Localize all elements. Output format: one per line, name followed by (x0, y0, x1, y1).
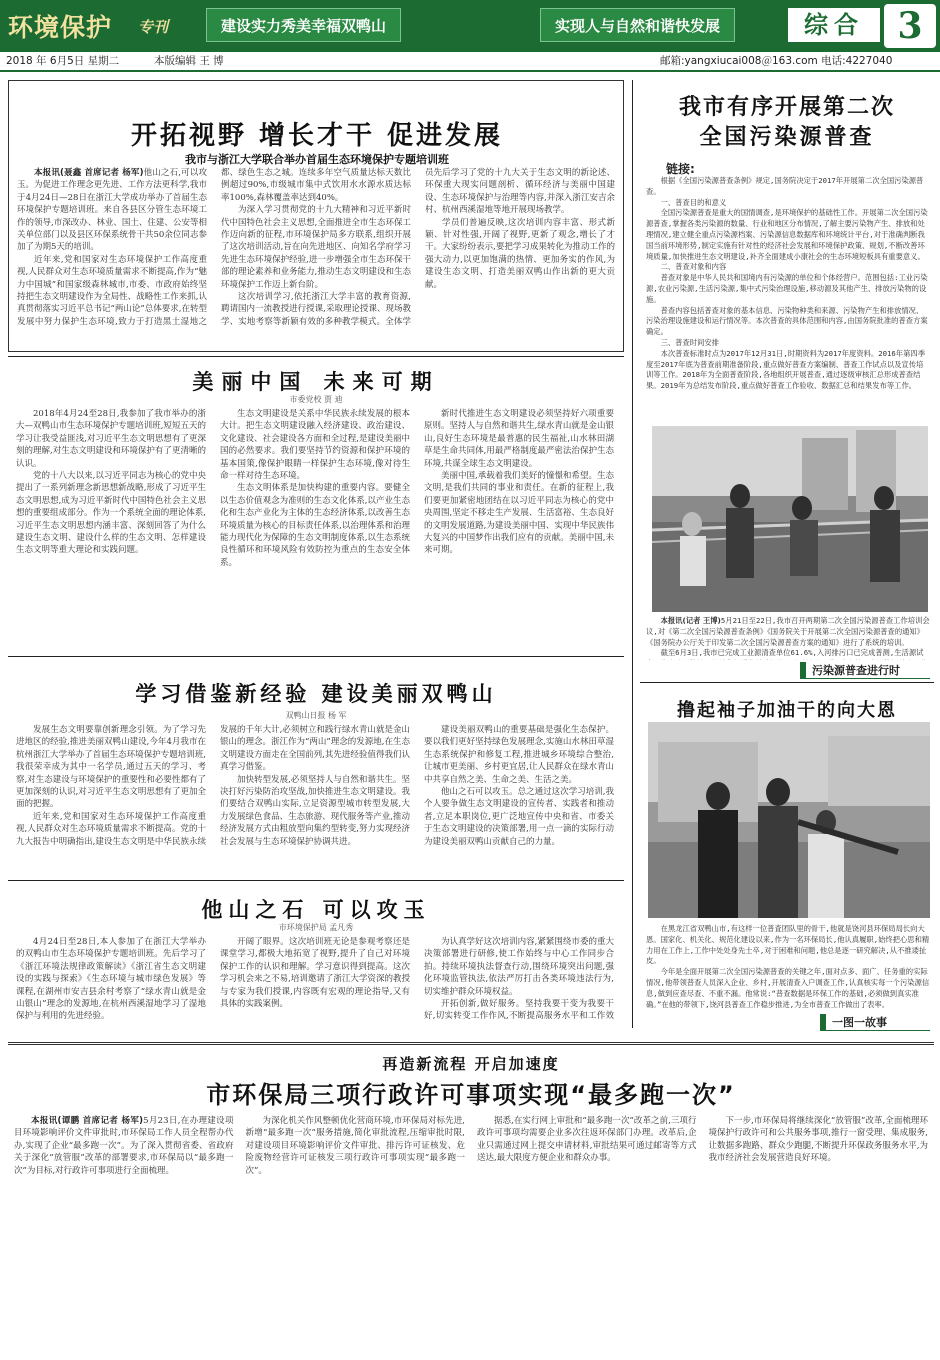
article-training-subtitle: 我市与浙江大学联合举办首届生态环境保护专题培训班 (185, 153, 449, 166)
divider (640, 682, 934, 683)
census-photo-image (652, 426, 928, 612)
article-stones (8, 880, 624, 1028)
article-beautiful-china-body: 2018年4月24至28日,我参加了我市举办的浙大—双鸭山市生态环境保护专题培训班,短短五天的学习让我受益匪浅,对习近平生态文明思想有了更深刻的理解,对生态文明建设和环境保护有了更清晰的认识。 党的十八大以来,以习近平同志为核心的党中央提出了一系列新理念新思想新战略,形成了习近平生态文明思想,成为习近平新时代中国特色社会主义思想的重要组成部分。作为一个系统全面的理论体系,习近平生态文明思想内涵丰富、深刻回答了为什么建设生态文明、建设什么样的生态文明、怎样建设生态文明等重大理论和实践问题。 生态文明建设是关系中华民族永续发展的根本大计。把生态文明建设融入经济建设、政治建设、文化建设、社会建设各方面和全过程,是建设美丽中国的必然要求。我们要坚持节约资源和保护环境的基本国策,像保护眼睛一样保护生态环境,像对待生命一样对待生态环境。 生态文明体系是加快构建的重要内容。要健全以生态价值观念为准则的生态文化体系,以产业生态化和生态产业化为主体的生态经济体系,以改善生态环境质量为核心的目标责任体系,以治理体系和治理能力现代化为保障的生态文明制度体系,以生态系统良性循环和环境风险有效防控为重点的生态安全体系。 新时代推进生态文明建设必须坚持好六项重要原则。坚持人与自然和谐共生,绿水青山就是金山银山,良好生态环境是最普惠的民生福祉,山水林田湖草是生命共同体,用最严格制度最严密法治保护生态环境,共谋全球生态文明建设。 美丽中国,承载着我们美好的憧憬和希望。生态文明,是我们共同的事业和责任。在新的征程上,我们要更加紧密地团结在以习近平同志为核心的党中央周围,坚定不移走生产发展、生活富裕、生态良好的文明发展道路,为建设美丽中国、实现中华民族伟大复兴的中国梦作出我们应有的贡献。美丽中国,未来可期。 (16, 409, 614, 568)
census-photo-tag: 污染源普查进行时 (800, 662, 930, 679)
article-training-body: 本报讯(聂鑫 首席记者 杨军)他山之石,可以攻玉。为促进工作理念更先进、工作方法更科学,我市于4月24日—28日在浙江大学成功举办了首届生态环境保护专题培训班。来自各县区分管生态环境工作的领导,市深改办、林业、国土、住建、公安等相关单位部门以及县区环保系统骨干共50余位同志参加了为期5天的培训。 近年来,党和国家对生态环境保护工作高度重视,人民群众对生态环境质量需求不断提高,作为“魅力中国城”和国家级森林城市,市委、市政府始终坚持把生态文明建设作为全局性、战略性工作来抓,认真贯彻落实习近平总书记“两山论”总体要求,在转型发展中努力保护生态环境,致力于打造黑土湿地之都、绿色生态之城。连续多年空气质量达标天数比例超过90%,市级城市集中式饮用水水源水质达标率100%,森林覆盖率达到40%。 为深入学习贯彻党的十九大精神和习近平新时代中国特色社会主义思想,全面推进全市生态环保工作迈向新的征程,市环境保护局多方联系,组织开展了这次培训活动,旨在向先进地区、向知名学府学习先进生态环境保护经验,进一步增强全市生态环保干部的理论素养和业务能力,推动生态文明建设和生态环境保护工作迈上新台阶。 这次培训学习,依托浙江大学丰富的教育资源,聘请国内一流教授进行授课,采取理论授课、现场教学、实地考察等新颖有效的多种教学模式。全体学员先后学习了党的十九大关于生态文明的新论述、环保重大现实问题剖析、循环经济与美丽中国建设、生态环境保护与治理等内容,并深入浙江安吉余村、杭州西溪湿地等地开展现场教学。 学员们普遍反映,这次培训内容丰富、形式新颖、针对性强,开阔了视野,更新了观念,增长了才干。大家纷纷表示,要把学习成果转化为推动工作的强大动力,以更加饱满的热情、更加务实的作风,为建设生态文明、打造美丽双鸭山作出新的更大贡献。 (17, 168, 615, 327)
census-news-byline: 本报讯(记者 王博) (660, 616, 721, 625)
article-story (640, 682, 934, 1028)
story-body: 在黑龙江省双鸭山市,有这样一位普査团队里的骨干,他就是饶河县环保局局长向大恩。国家化、机关化、规范化建设以来,作为一名环保局长,他认真履职,始终把心思和精力用在工作上,工作中处处身先士卒,对于困难和问题,他总是逐一研究解决,从不推诿扯皮。 今年是全面开展第二次全国污染源普查的关键之年,面对点多、面广、任务重的实际情况,他带领普查人员深入企业、乡村,开展清查入户调查工作,认真核实每一个污染源信息,做到应查尽查、不重不漏。他常说:“普查数据是环保工作的基础,必须做到真实准确。”在他的带领下,饶河县普查工作稳步推进,为全市普查工作做出了表率。 (646, 924, 930, 1008)
article-stones-body: 4月24日至28日,本人参加了在浙江大学举办的双鸭山市生态环境保护专题培训班。先后学习了《浙江环境法规律政策解读》《浙江省生态文明建设的实践与探索》《生态环境与城市绿色发展》等课程,在湖州市安吉县余村考察了“绿水青山就是金山银山”理念的发源地,在杭州西溪湿地学习了湿地保护与利用的先进经验。 开阔了眼界。这次培训班无论是参观考察还是课堂学习,都极大地拓宽了视野,提升了自己对环境保护工作的认识和理解。学习意识得到提高。这次学习机会来之不易,培训邀请了浙江大学资深的教授与专家为我们授课,内容既有宏观的理论指导,又有具体的实践案例。 为认真学好这次培训内容,紧紧围绕市委的重大决策部署进行研修,使工作始终与中心工作同步合拍。持续环境执法督查行动,围绕环境突出问题,强化环境监管执法,依法严厉打击各类环境违法行为,切实维护群众环境权益。 开拓创新,做好服务。坚持我要干变为我要干好,切实转变工作作风,不断提高服务水平和工作效 (16, 937, 614, 1022)
page-editor: 本版编辑 王 博 (154, 55, 224, 67)
article-training-byline: 本报讯(聂鑫 首席记者 杨军) (34, 168, 144, 178)
contact-info: 邮箱:yangxiucai008＠163.com 电话:4227040 (660, 55, 893, 67)
masthead-slogan-right: 实现人与自然和谐快发展 (540, 8, 735, 42)
info-bar (0, 52, 940, 72)
page-number: 3 (884, 4, 936, 48)
article-one-trip-body: 本报讯(谭鹏 首席记者 杨军)5月23日,在办理建设项目环境影响评价文件审批时,市环保局工作人员全程帮办代办,实现了企业“最多跑一次”。为了深入贯彻省委、省政府关于深化“放管服”改革的部署要求,市环保局以“最多跑一次”为目标,对行政许可事项进行全面梳理。 为深化机关作风整顿优化营商环境,市环保局对标先进,新增“最多跑一次”服务措施,简化审批流程,压缩审批时限,对建设项目环境影响评价文件审批、排污许可证核发、危险废物经营许可证核发三项行政许可事项实现“最多跑一次”。 据悉,在实行网上审批和“最多跑一次”改革之前,三项行政许可事项均需要企业多次往返环保部门办理。改革后,企业只需通过网上提交申请材料,审批结果可通过邮寄等方式送达,最大限度方便企业和群众办事。 下一步,市环保局将继续深化“放管服”改革,全面梳理环境保护行政许可和公共服务事项,推行一窗受理、集成服务,让数据多跑路、群众少跑腿,不断提升环保政务服务水平,为我市经济社会发展营造良好环境。 (14, 1116, 928, 1176)
article-one-trip-kicker: 再造新流程 开启加速度 (382, 1055, 560, 1073)
article-census-title-1: 我市有序开展第二次 (678, 95, 895, 120)
article-learning-byline: 双鸭山日报 杨 军 (285, 711, 347, 720)
section-label: 综合 (786, 6, 882, 44)
census-photo (652, 426, 928, 612)
story-photo-image (648, 722, 930, 918)
article-training (8, 80, 624, 352)
masthead-brand: 环境保护 (8, 13, 113, 42)
article-beautiful-china (8, 356, 624, 652)
article-learning-title: 学习借鉴新经验 建设美丽双鸭山 (135, 681, 497, 706)
column-divider (632, 80, 633, 1028)
article-learning (8, 656, 624, 876)
article-beautiful-china-byline: 市委党校 贾 迪 (289, 395, 343, 404)
masthead-slogan-left: 建设实力秀美幸福双鸭山 (206, 8, 401, 42)
article-stones-title: 他山之石 可以攻玉 (201, 897, 431, 922)
divider (8, 656, 624, 657)
article-one-trip (8, 1042, 934, 1354)
masthead (0, 0, 940, 52)
divider (8, 880, 624, 881)
article-beautiful-china-title: 美丽中国 未来可期 (192, 369, 440, 394)
issue-date: 2018 年 6月5日 星期二 (6, 55, 120, 67)
story-photo-tag: 一图一故事 (820, 1014, 930, 1031)
divider (8, 356, 624, 357)
article-one-trip-headline: 市环保局三项行政许可事项实现“最多跑一次” (206, 1081, 736, 1109)
link-label: 链接: (666, 162, 695, 176)
article-one-trip-byline: 本报讯(谭鹏 首席记者 杨军) (31, 1116, 144, 1126)
article-census (640, 80, 934, 660)
census-news-body: 本报讯(记者 王博)5月21日至22日,我市召开两期第二次全国污染源普查工作培训会议,对《第二次全国污染源普查条例》《国务院关于开展第二次全国污染源普查的通知》《国务院办公厅关于印发第二次全国污染源普查方案的通知》进行了系统的培训。 截至6月3日,我市已完成工业源清查单位61.6%,入河排污口已完成普测,生活源试 (646, 616, 930, 658)
article-census-title-2: 全国污染源普查 (699, 125, 875, 150)
article-story-title: 撸起袖子加油干的向大恩 (677, 700, 897, 721)
masthead-special: 专刊 (138, 18, 169, 36)
census-link-body: 根据《全国污染源普查条例》规定,国务院决定于2017年开展第二次全国污染源普查。 一、普查目的和意义 全国污染源普查是重大的国情调查,是环境保护的基础性工作。开展第二次全国污染源普查,掌握各类污染源的数量、行业和地区分布情况,了解主要污染物产生、排放和处理情况,建立健全重点污染源档案、污染源信息数据库和环境统计平台,对于准确判断我国当前环境形势,制定实施有针对性的经济社会发展和环境保护政策、规划,不断改善环境质量,加快推进生态文明建设,补齐全面建成小康社会的生态环境短板具有重要意义。 二、普查对象和内容 普查对象是中华人民共和国境内有污染源的单位和个体经营户。范围包括:工业污染源,农业污染源,生活污染源,集中式污染治理设施,移动源及其他产生、排放污染物的设施。 普查内容包括普查对象的基本信息、污染物种类和来源、污染物产生和排放情况、污染治理设施建设和运行情况等。本次普查的具体范围和内容,由国务院批准的普查方案确定。 三、普查时间安排 本次普查标准时点为2017年12月31日,时期资料为2017年度资料。2016年第四季度至2017年底为普查前期准备阶段,重点做好普查方案编制、普查工作试点以及宣传培训等工作。2018年为全面普查阶段,各地组织开展普查,通过逐级审核汇总形成普查结果。2019年为总结发布阶段,重点做好普查工作验收、数据汇总和结果发布等工作。 (646, 176, 928, 391)
story-photo (648, 722, 930, 918)
article-learning-body: 发展生态文明要靠创新理念引领。为了学习先进地区的经验,推进美丽双鸭山建设,今年4月我市在杭州浙江大学举办了首届生态环境保护专题培训班,我很荣幸成为其中一名学员,通过五天的学习、考察,对生态建设与环境保护的重要性和必要性都有了更加深刻的认识,对习近平生态文明思想有了更加全面的把握。 近年来,党和国家对生态环境保护工作高度重视,人民群众对生态环境质量需求不断提高。党的十九大报告中明确指出,建设生态文明是中华民族永续发展的千年大计,必须树立和践行绿水青山就是金山银山的理念。浙江作为“两山”理念的发源地,在生态文明建设方面走在全国前列,其先进经验值得我们认真学习借鉴。 加快转型发展,必须坚持人与自然和谐共生。坚决打好污染防治攻坚战,加快推进生态文明建设。我们要结合双鸭山实际,立足资源型城市转型发展,大力发展绿色食品、生态旅游、现代服务等产业,推动经济发展方式由粗放型向集约型转变,努力实现经济社会发展与生态环境保护协调共进。 建设美丽双鸭山的重要基础是强化生态保护。要以我们更好坚持绿色发展理念,实施山水林田草湿生态系统保护和修复工程,推进城乡环境综合整治,让城市更美丽、乡村更宜居,让人民群众在绿水青山中共享自然之美、生命之美、生活之美。 他山之石可以攻玉。总之通过这次学习培训,我个人要争做生态文明建设的宣传者、实践者和推动者,立足本职岗位,更广泛地宣传中央和省、市委关于生态文明建设的决策部署,用一点一滴的实际行动为建设美丽双鸭山贡献自己的力量。 (16, 725, 614, 847)
article-training-title: 开拓视野 增长才干 促进发展 (130, 121, 504, 151)
article-stones-byline: 市环境保护局 孟凡秀 (278, 923, 354, 932)
